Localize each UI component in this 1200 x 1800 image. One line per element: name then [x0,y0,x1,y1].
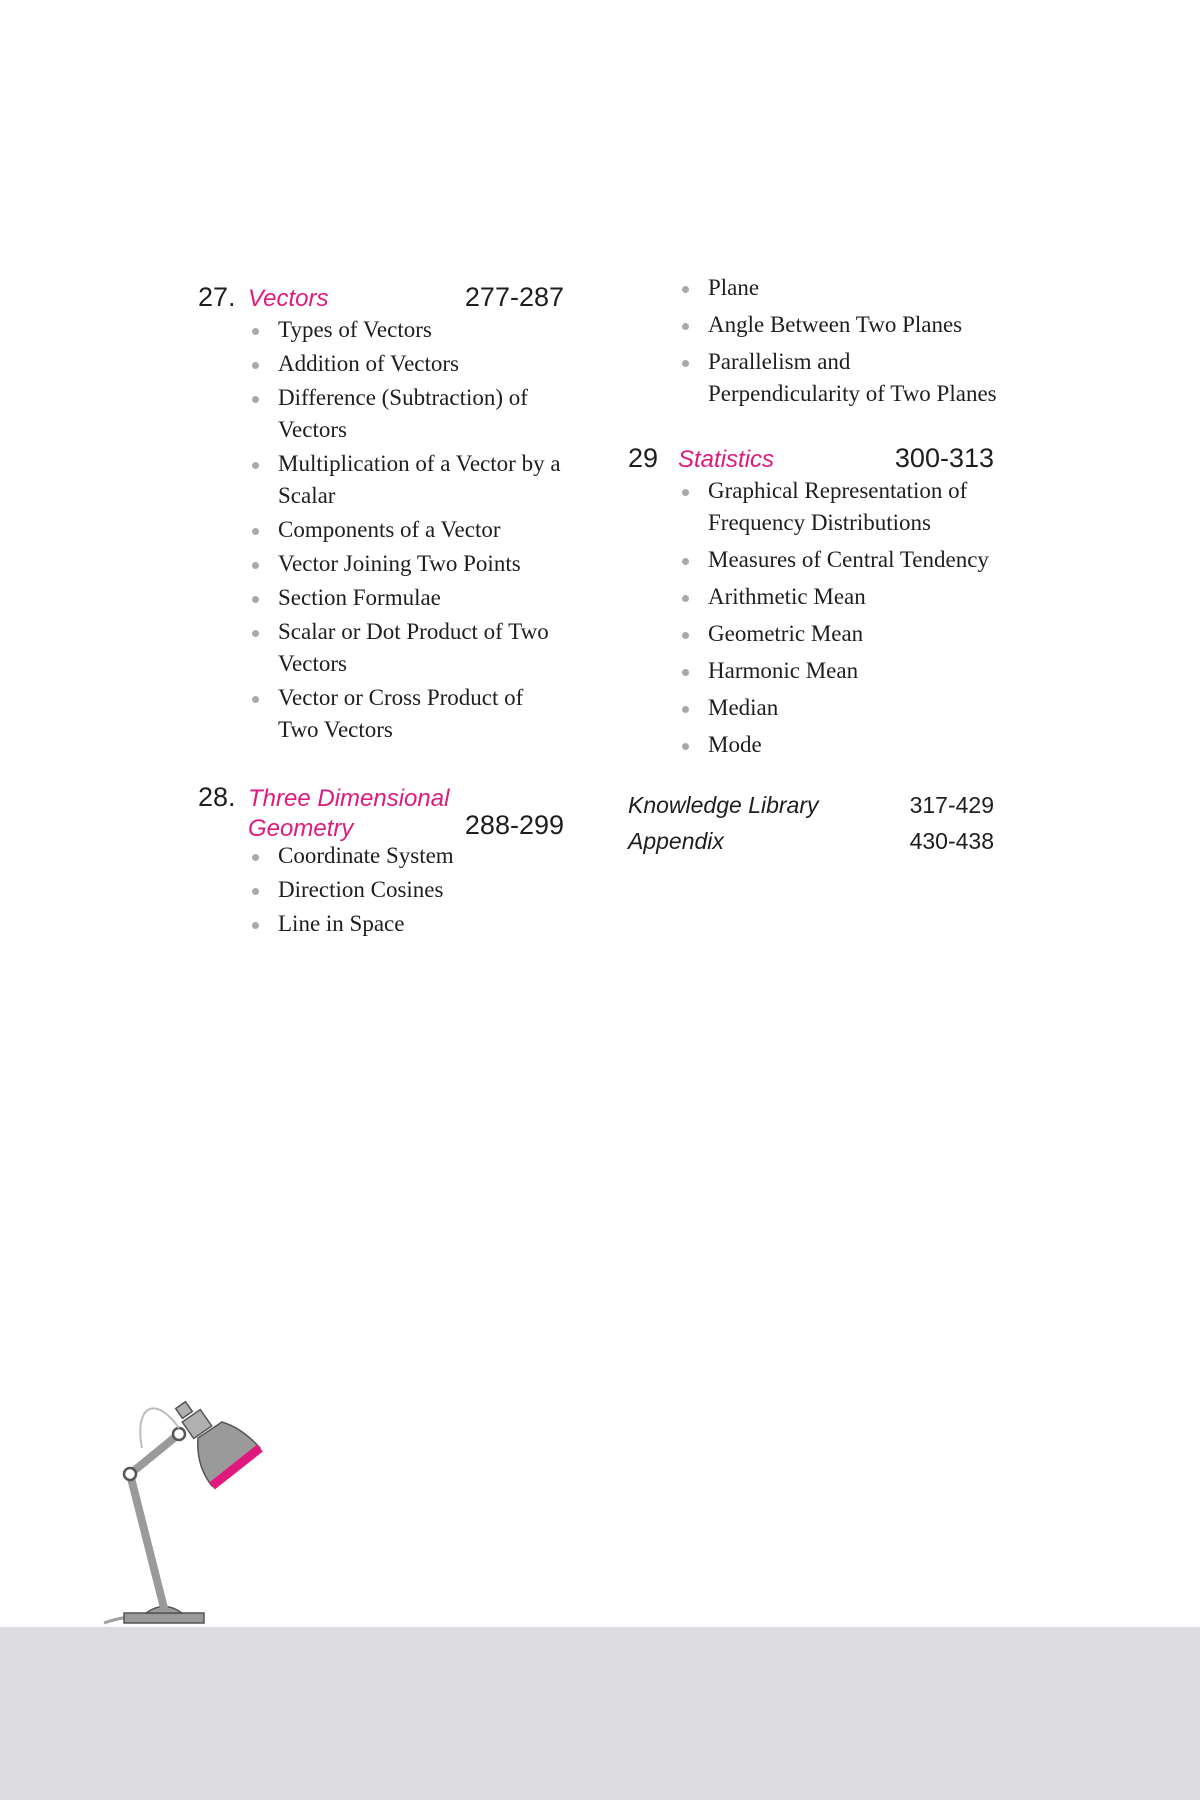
chapter-number: 27. [198,282,236,312]
appendix-entry[interactable] [628,824,998,860]
topic-item[interactable]: Geometric Mean [708,618,998,650]
topic-item[interactable]: Mode [708,729,998,761]
topic-item[interactable]: Multiplication of a Vector by a Scalar [278,448,568,512]
chapter-title: Vectors [248,285,329,312]
topic-item[interactable]: Measures of Central Tendency [708,544,998,576]
toc-left-column [198,276,568,942]
topic-item[interactable]: Graphical Representation of Frequency Distributions [708,475,998,539]
entry-label: Knowledge Library [628,792,819,818]
topic-item[interactable]: Scalar or Dot Product of Two Vectors [278,616,568,680]
chapter-27-topics [198,314,568,746]
chapter-28-topics [198,840,568,940]
topic-item[interactable]: Vector Joining Two Points [278,548,568,580]
topic-item[interactable]: Arithmetic Mean [708,581,998,613]
topic-item[interactable]: Harmonic Mean [708,655,998,687]
topic-item[interactable]: Section Formulae [278,582,568,614]
knowledge-library-entry[interactable] [628,788,998,824]
topic-item[interactable]: Types of Vectors [278,314,568,346]
topic-item[interactable]: Addition of Vectors [278,348,568,380]
entry-label: Appendix [628,828,724,854]
chapter-pages: 277-287 [464,282,564,312]
topic-item[interactable]: Vector or Cross Product of Two Vectors [278,682,568,746]
chapter-title: Statistics [678,446,775,473]
topic-item[interactable]: Difference (Subtraction) of Vectors [278,382,568,446]
chapter-27-heading[interactable] [198,276,568,314]
entry-pages: 430-438 [909,828,994,854]
topic-item[interactable]: Direction Cosines [278,874,568,906]
topic-item[interactable]: Line in Space [278,908,568,940]
chapter-28-topics-continued [628,272,998,410]
chapter-number: 29 [628,443,659,473]
topic-item[interactable]: Angle Between Two Planes [708,309,998,341]
topic-item[interactable]: Coordinate System [278,840,568,872]
appendix-section [628,788,998,860]
chapter-pages: 300-313 [894,443,994,473]
topic-item[interactable]: Components of a Vector [278,514,568,546]
chapter-29-heading[interactable] [628,437,998,475]
chapter-28-heading[interactable] [198,776,568,840]
chapter-pages: 288-299 [464,810,564,840]
footer-band [0,1627,1200,1800]
entry-pages: 317-429 [909,792,994,818]
topic-item[interactable]: Parallelism and Perpendicularity of Two Planes [708,346,998,410]
chapter-29-topics [628,475,998,761]
toc-right-column [628,276,998,860]
desk-lamp-icon [84,1388,284,1628]
chapter-title: Three Dimensional Geometry [248,785,450,842]
topic-item[interactable]: Median [708,692,998,724]
chapter-number: 28. [198,782,236,812]
topic-item[interactable]: Plane [708,272,998,304]
